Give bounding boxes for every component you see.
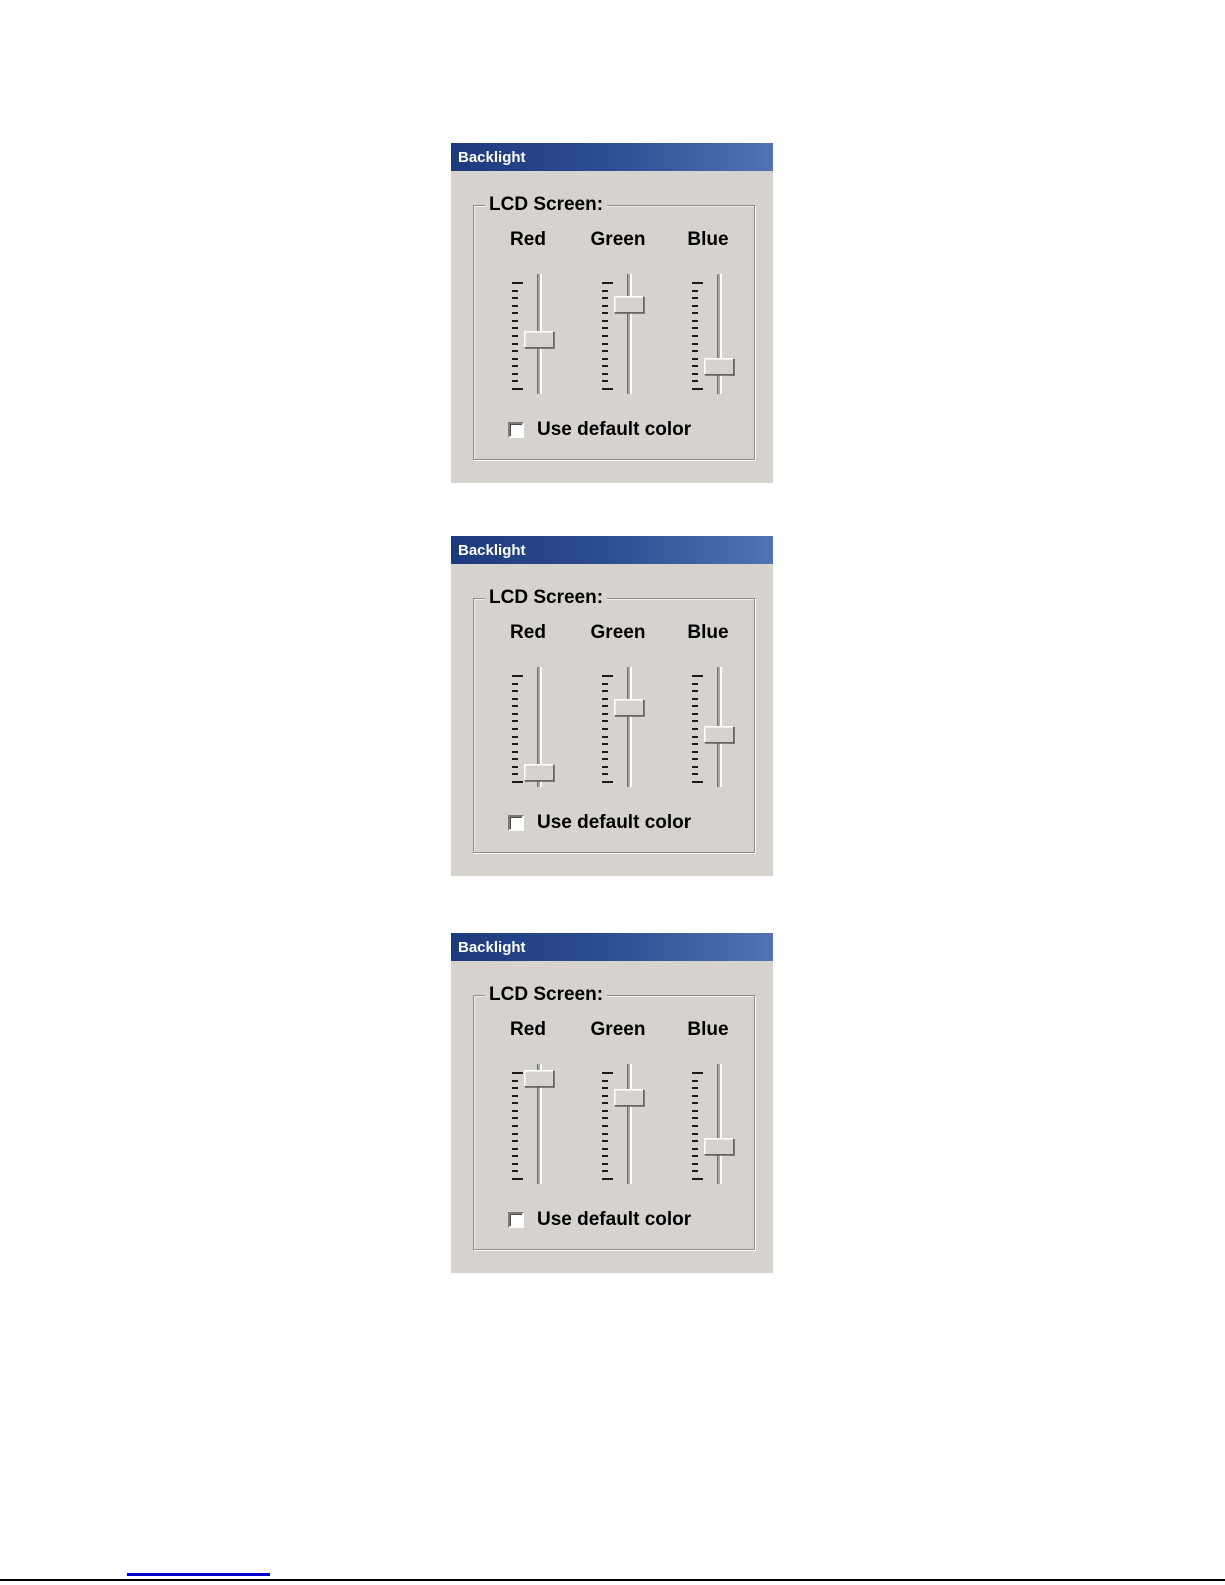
lcd-screen-groupbox [473,194,755,460]
blue-slider [676,230,740,394]
use-default-color-row [508,419,691,441]
backlight-dialog-2 [451,536,773,876]
green-slider-label: Green [590,1019,646,1040]
red-slider-area [496,1064,560,1184]
green-slider-thumb[interactable] [614,1089,644,1106]
blue-slider-thumb[interactable] [704,1138,734,1155]
blue-slider-track[interactable] [717,1064,722,1184]
backlight-dialog-1 [451,143,773,483]
green-slider-area [586,1064,650,1184]
use-default-color-row [508,1209,691,1231]
green-slider [586,230,650,394]
groupbox-label: LCD Screen: [485,588,607,608]
titlebar[interactable] [451,536,773,564]
use-default-color-label: Use default color [537,1209,692,1230]
red-slider-area [496,667,560,787]
window-title: Backlight [458,938,526,956]
blue-slider-area [676,667,740,787]
red-slider [496,230,560,394]
use-default-color-checkbox[interactable] [508,815,524,831]
green-slider-thumb[interactable] [614,296,644,313]
titlebar[interactable] [451,143,773,171]
green-slider-label: Green [590,229,646,250]
red-slider-label: Red [510,229,546,250]
blue-slider-label: Blue [687,622,729,643]
footer-link-underline[interactable] [127,1573,270,1576]
blue-slider [676,1020,740,1184]
red-slider-area [496,274,560,394]
red-slider [496,1020,560,1184]
blue-slider-thumb[interactable] [704,726,734,743]
red-slider-ticks [512,675,524,783]
blue-slider-ticks [692,1072,704,1180]
red-slider-thumb[interactable] [524,764,554,781]
red-slider-thumb[interactable] [524,1070,554,1087]
blue-slider [676,623,740,787]
lcd-screen-groupbox [473,984,755,1250]
red-slider-thumb[interactable] [524,331,554,348]
red-slider [496,623,560,787]
red-slider-label: Red [510,622,546,643]
green-slider-label: Green [590,622,646,643]
green-slider-ticks [602,282,614,390]
red-slider-ticks [512,1072,524,1180]
blue-slider-ticks [692,675,704,783]
blue-slider-ticks [692,282,704,390]
green-slider-track[interactable] [627,1064,632,1184]
green-slider [586,1020,650,1184]
use-default-color-label: Use default color [537,419,692,440]
page-bottom-rule [0,1579,1225,1581]
green-slider-track[interactable] [627,274,632,394]
lcd-screen-groupbox [473,587,755,853]
titlebar[interactable] [451,933,773,961]
green-slider-area [586,274,650,394]
groupbox-label: LCD Screen: [485,195,607,215]
red-slider-label: Red [510,1019,546,1040]
blue-slider-area [676,274,740,394]
green-slider-thumb[interactable] [614,699,644,716]
red-slider-ticks [512,282,524,390]
use-default-color-row [508,812,691,834]
window-title: Backlight [458,541,526,559]
use-default-color-checkbox[interactable] [508,1212,524,1228]
use-default-color-label: Use default color [537,812,692,833]
green-slider-track[interactable] [627,667,632,787]
use-default-color-checkbox[interactable] [508,422,524,438]
blue-slider-track[interactable] [717,274,722,394]
blue-slider-area [676,1064,740,1184]
green-slider [586,623,650,787]
green-slider-ticks [602,675,614,783]
backlight-dialog-3 [451,933,773,1273]
blue-slider-label: Blue [687,229,729,250]
green-slider-ticks [602,1072,614,1180]
blue-slider-label: Blue [687,1019,729,1040]
groupbox-label: LCD Screen: [485,985,607,1005]
blue-slider-thumb[interactable] [704,358,734,375]
green-slider-area [586,667,650,787]
window-title: Backlight [458,148,526,166]
